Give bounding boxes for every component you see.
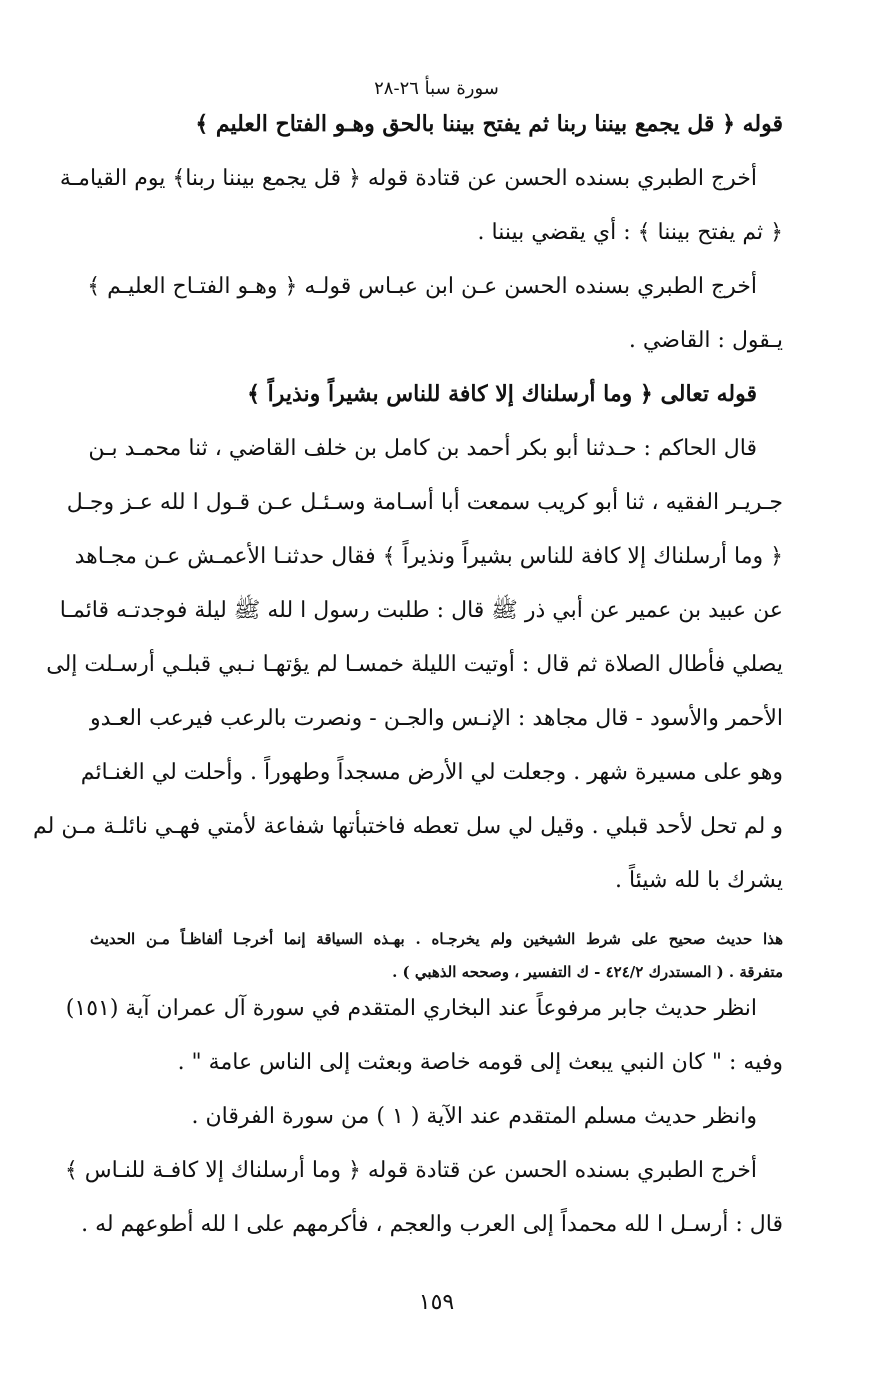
running-head: سورة سبأ ٢٦-٢٨ xyxy=(374,78,499,99)
paragraph-2-line-1: أخرج الطبري بسنده الحسن عـن ابن عبـاس قولـه ﴿ وهـو الفتـاح العليـم ﴾ xyxy=(87,274,757,299)
paragraph-6-line-2: قال : أرسـل ا لله محمداً إلى العرب والعجم ، فأكرمهم على ا لله أطوعهم له . xyxy=(81,1212,783,1237)
paragraph-3-line-2: جـريـر الفقيه ، ثنا أبو كريب سمعت أبا أسـامة وسـئـل عـن قـول ا لله عـز وجـل xyxy=(66,490,783,515)
paragraph-3-line-9: يشرك با لله شيئاً . xyxy=(614,868,783,893)
paragraph-3-line-8: و لم تحل لأحد قبلي . وقيل لي سل تعطه فاختبأتها شفاعة لأمتي فهـي نائلـة مـن لم xyxy=(33,814,783,839)
page-number: ١٥٩ xyxy=(418,1290,455,1315)
paragraph-2-line-2: يـقول : القاضي . xyxy=(628,328,783,353)
section-heading-2: قوله تعالى ﴿ وما أرسلناك إلا كافة للناس بشيراً ونذيراً ﴾ xyxy=(247,381,757,407)
paragraph-3-line-7: وهو على مسيرة شهر . وجعلت لي الأرض مسجداً وطهوراً . وأحلت لي الغنـائم xyxy=(80,760,783,785)
section-heading-1: قوله ﴿ قل يجمع بيننا ربنا ثم يفتح بيننا بالحق وهـو الفتاح العليم ﴾ xyxy=(195,111,783,137)
paragraph-3-line-5: يصلي فأطال الصلاة ثم قال : أوتيت الليلة خمسـا لم يؤتهـا نـبي قبلـي أرسـلت إلى xyxy=(46,652,783,677)
paragraph-1-line-2: ﴿ ثم يفتح بيننا ﴾ : أي يقضي بيننا . xyxy=(477,220,783,245)
paragraph-4-line-2: وفيه : " كان النبي يبعث إلى قومه خاصة وبعثت إلى الناس عامة " . xyxy=(177,1050,783,1075)
paragraph-1-line-1: أخرج الطبري بسنده الحسن عن قتادة قوله ﴿ قل يجمع بيننا ربنا﴾ يوم القيامـة xyxy=(59,166,757,191)
paragraph-3-line-4: عن عبيد بن عمير عن أبي ذر ﷺ قال : طلبت رسول ا لله ﷺ ليلة فوجدتـه قائمـا xyxy=(59,598,783,623)
footnote-line-2: متفرقة . ( المستدرك ٤٢٤/٢ - ك التفسير ، وصححه الذهبي ) . xyxy=(392,963,783,981)
paragraph-6-line-1: أخرج الطبري بسنده الحسن عن قتادة قوله ﴿ وما أرسلناك إلا كافـة للنـاس ﴾ xyxy=(64,1158,757,1183)
page-body xyxy=(33,111,783,1266)
paragraph-4-line-1: انظر حديث جابر مرفوعاً عند البخاري المتقدم في سورة آل عمران آية (١٥١) xyxy=(65,996,757,1021)
footnote-line-1: هذا حديث صحيح على شرط الشيخين ولم يخرجـاه . بهـذه السياقة إنما أخرجـا ألفاظـاً مـن الحديث xyxy=(90,930,783,948)
paragraph-3-line-6: الأحمر والأسود - قال مجاهد : الإنـس والجـن - ونصرت بالرعب فيرعب العـدو xyxy=(90,706,783,731)
paragraph-5: وانظر حديث مسلم المتقدم عند الآية ( ١ ) من سورة الفرقان . xyxy=(191,1104,757,1129)
paragraph-3-line-1: قال الحاكم : حـدثنا أبو بكر أحمد بن كامل بن خلف القاضي ، ثنا محمـد بـن xyxy=(88,436,757,461)
paragraph-3-line-3: ﴿ وما أرسلناك إلا كافة للناس بشيراً ونذيراً ﴾ فقال حدثنـا الأعمـش عـن مجـاهد xyxy=(74,544,783,569)
